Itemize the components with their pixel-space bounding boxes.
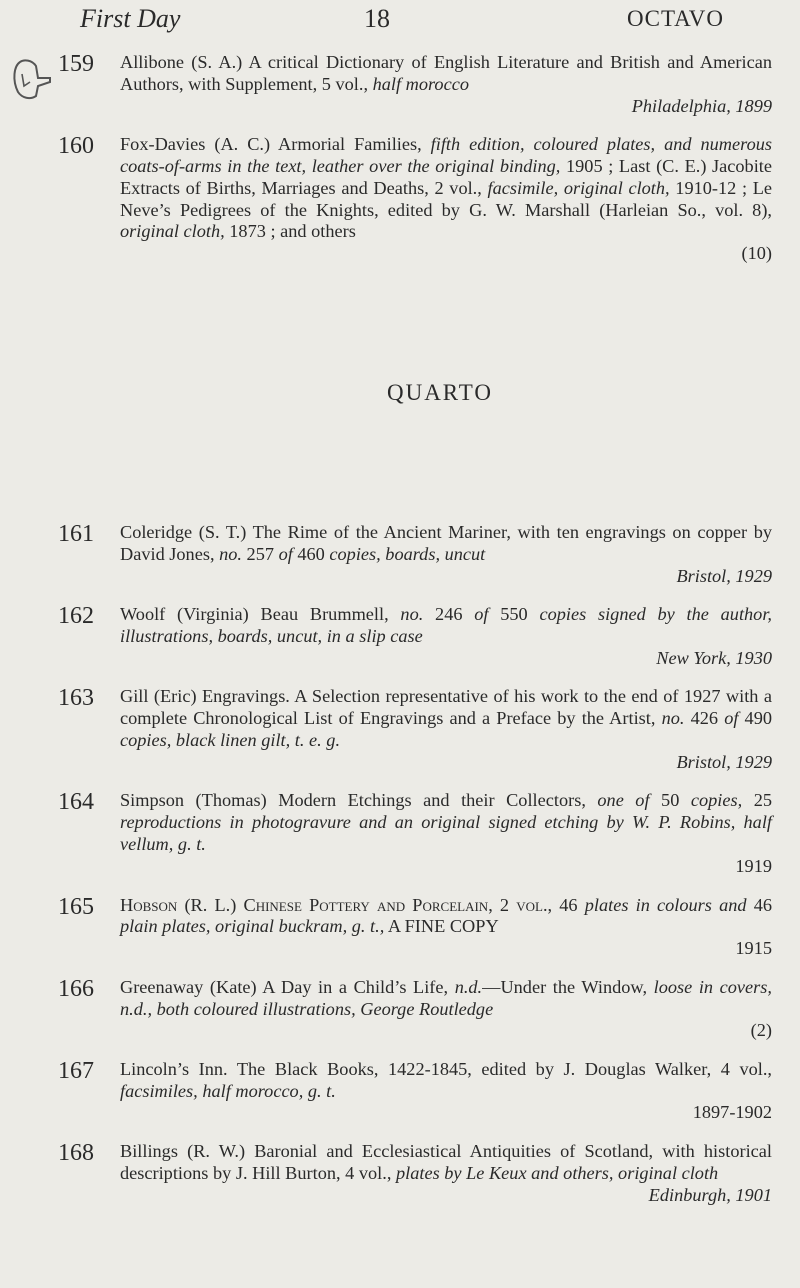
section-heading: QUARTO: [386, 379, 494, 405]
lot-description: [120, 52, 772, 117]
lot-number: 165: [58, 893, 94, 920]
lot-text-segment: copies, boards, uncut: [329, 543, 486, 564]
lot-imprint: Edinburgh, 1901: [648, 1184, 772, 1205]
lot-text-segment: reproductions in photogravure and an original signed etching by W. P. Robins, half vellum, g. t.: [120, 812, 772, 855]
lot-text-segment: Woolf (Virginia) Beau Brummell,: [120, 604, 401, 625]
lot-text-segment: no.: [219, 543, 242, 564]
lot-text-segment: —Under the Window,: [482, 976, 654, 997]
lot-text-segment: plates in colours and: [584, 894, 747, 915]
lot-imprint: Philadelphia, 1899: [631, 95, 772, 116]
lot-number: 161: [58, 521, 94, 548]
lot-text-segment: 46: [746, 894, 772, 915]
lot-text-segment: plates by Le Keux and others, original cloth: [395, 1162, 719, 1183]
lot-imprint: Bristol, 1929: [676, 751, 772, 772]
lot-number: 159: [58, 51, 94, 77]
lot-text-segment: 25: [742, 790, 772, 811]
lot-text-segment: Allibone (S. A.) A critical Dictionary of English Literature and British and American Authors, with Supplement, 5 vol.,: [120, 52, 772, 94]
lot-imprint: (2): [750, 1020, 772, 1041]
lot-text-segment: facsimiles, half morocco, g. t.: [120, 1080, 336, 1101]
lot-text-segment: Lincoln’s Inn. The Black Books, 1422-1845, edited by J. Douglas Walker, 4 vol.,: [120, 1058, 772, 1079]
lot-text-segment: copies, black linen gilt, t. e. g.: [120, 729, 341, 750]
lot-description: [120, 1059, 772, 1124]
lot-number: 166: [58, 975, 94, 1002]
lot-text-segment: 1905 ; Last (C. E.) Jacobite Extracts of Births, Marriages and Deaths, 2 vol.,: [120, 155, 772, 198]
lot-text-segment: A FINE COPY: [384, 916, 499, 937]
lot-text-segment: original cloth,: [120, 221, 225, 242]
lot-number: 160: [58, 133, 94, 160]
lot-text-segment: Gill (Eric) Engravings. A Selection representative of his work to the end of 1927 with a complete Chronological List of Engravings and a Preface by the Artist,: [120, 686, 772, 729]
lot-imprint: New York, 1930: [656, 647, 772, 668]
lot-text-segment: 246: [423, 604, 475, 625]
lot-description: [120, 604, 772, 669]
lot-description: [120, 790, 772, 877]
lot-text-segment: no.: [661, 708, 685, 729]
lot-text-segment: of: [724, 708, 739, 729]
lot-description: [120, 1141, 772, 1206]
pointing-hand-icon: [10, 56, 52, 102]
lot-text-segment: no.: [400, 604, 424, 625]
lot-number: 164: [58, 789, 94, 816]
lot-imprint: Bristol, 1929: [676, 565, 772, 586]
lot-number: 162: [58, 603, 94, 630]
lot-text-segment: half morocco: [372, 73, 469, 94]
lot-imprint: 1915: [735, 938, 772, 959]
lot-number: 168: [58, 1140, 94, 1166]
lot-description: [120, 522, 772, 587]
lot-text-segment: 50: [649, 790, 691, 811]
lot-description: [120, 895, 772, 960]
lot-text-segment: George Routledge: [360, 998, 494, 1019]
header-format: OCTAVO: [627, 6, 725, 31]
lot-imprint: (10): [741, 243, 772, 264]
lot-description: [120, 686, 772, 773]
lot-text-segment: Billings (R. W.) Baronial and Ecclesiastical Antiquities of Scotland, with historical descriptions by J. Hill Burton, 4 vol.,: [120, 1141, 772, 1183]
lot-text-segment: one of: [597, 790, 650, 811]
lot-text-segment: copies signed by the author, illustrations, boards, uncut, in a slip case: [120, 604, 772, 646]
lot-text-segment: Greenaway (Kate) A Day in a Child’s Life,: [120, 976, 455, 997]
lot-number: 167: [58, 1057, 94, 1084]
lot-imprint: 1897-1902: [692, 1102, 772, 1123]
lot-text-segment: 1910-12 ; Le Neve’s Pedigrees of the Knights, edited by G. W. Marshall (Harleian So., vol. 8),: [120, 177, 773, 220]
lot-text-segment: of: [474, 604, 489, 625]
lot-text-segment: 460: [292, 543, 330, 564]
lot-imprint: 1919: [735, 855, 772, 876]
lot-text-segment: 46: [559, 894, 585, 915]
lot-number: 163: [58, 685, 94, 712]
lot-text-segment: 490: [738, 708, 773, 729]
lot-text-segment: n.d.: [454, 976, 483, 997]
page-header: [0, 0, 800, 48]
lot-text-segment: facsimile, original cloth,: [487, 177, 670, 198]
lot-text-segment: 550: [488, 604, 540, 625]
lot-text-segment: Hobson (R. L.) Chinese Pottery and Porcelain, 2 vol.,: [120, 894, 560, 915]
lot-text-segment: loose in covers, n.d., both coloured illustrations,: [120, 976, 772, 1019]
lot-text-segment: plain plates, original buckram, g. t.,: [120, 916, 385, 937]
page-number: 18: [364, 4, 390, 33]
lot-text-segment: 257: [241, 543, 279, 564]
lot-text-segment: Simpson (Thomas) Modern Etchings and their Collectors,: [120, 790, 598, 811]
lot-text-segment: copies,: [690, 790, 743, 811]
lot-text-segment: 1873 ; and others: [224, 221, 356, 242]
header-day: First Day: [80, 4, 181, 33]
lot-description: [120, 134, 772, 265]
lot-text-segment: Coleridge (S. T.) The Rime of the Ancient Mariner, with ten engravings on copper by David Jones,: [120, 522, 772, 564]
lot-description: [120, 977, 772, 1042]
lot-text-segment: fifth edition, coloured plates, and numerous coats-of-arms in the text, leather over the original binding,: [120, 134, 772, 176]
lot-text-segment: Fox-Davies (A. C.) Armorial Families,: [120, 134, 431, 155]
lot-text-segment: 426: [684, 708, 725, 729]
lot-text-segment: of: [278, 543, 293, 564]
